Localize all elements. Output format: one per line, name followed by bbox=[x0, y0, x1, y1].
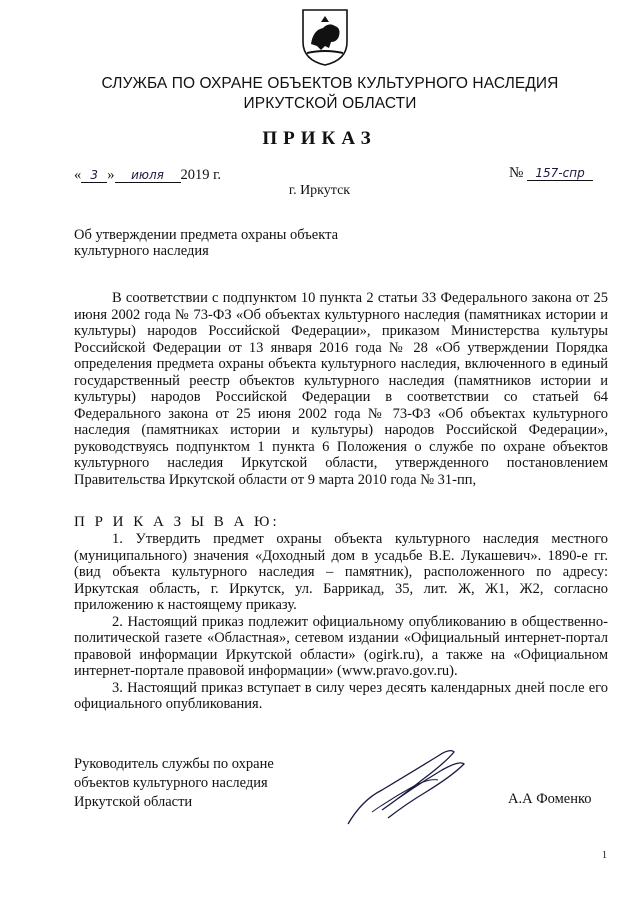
preamble-paragraph: В соответствии с подпунктом 10 пункта 2 статьи 33 Федерального закона от 25 июня 2002 года № 73-ФЗ «Об объектах культурного наследия (памятниках истории и культуры) народов Российской Федерации», приказом Министерства культуры Российской Федерации от 13 января 2016 года № 28 «Об утверждении Порядка определения предмета охраны объекта культурного наследия, включенного в единый государственный реестр объектов культурного наследия (памятников истории и культуры) народов Российской Федерации в соответствии со статьей 64 Федерального закона от 25 июня 2002 года № 73-ФЗ «Об объектах культурного наследия (памятниках истории и культуры) народов Российской Федерации», руководствуясь подпунктом 1 пункта 6 Положения о службе по охране объектов культурного наследия Иркутской области, утвержденного постановлением Правительства Иркутской области от 9 марта 2010 года № 31-пп, bbox=[74, 290, 608, 488]
coat-of-arms-emblem bbox=[301, 8, 349, 66]
order-keyword: П Р И К А З Ы В А Ю: bbox=[74, 514, 280, 530]
signatory-position bbox=[74, 755, 274, 812]
signatory-position-line: Иркутской области bbox=[74, 794, 193, 810]
order-date bbox=[74, 167, 221, 184]
order-item-1: 1. Утвердить предмет охраны объекта культурного наследия местного (муниципального) значения «Доходный дом в усадьбе В.Е. Лукашевич». 1890-е гг. (вид объекта культурного наследия – памятник), расположенного по адресу: Иркутская область, г. Иркутск, ул. Баррикад, 35, лит. Ж, Ж1, Ж2, согласно приложению к настоящему приказу. bbox=[74, 531, 608, 613]
page-number: 1 bbox=[602, 850, 607, 861]
order-items bbox=[74, 531, 608, 713]
order-item-3: 3. Настоящий приказ вступает в силу через десять календарных дней после его официального опубликования. bbox=[74, 679, 608, 712]
organization-title: СЛУЖБА ПО ОХРАНЕ ОБЪЕКТОВ КУЛЬТУРНОГО НАСЛЕДИЯ ИРКУТСКОЙ ОБЛАСТИ bbox=[101, 75, 559, 112]
date-day-handwritten: 3 bbox=[81, 168, 107, 183]
document-type-heading: ПРИКАЗ bbox=[262, 128, 377, 149]
date-close-quote: » bbox=[107, 167, 115, 183]
date-month-handwritten: июля bbox=[115, 168, 181, 183]
handwritten-signature bbox=[342, 740, 472, 830]
order-number bbox=[509, 165, 593, 182]
order-subject: Об утверждении предмета охраны объекта культурного наследия bbox=[74, 227, 339, 259]
city-line: г. Иркутск bbox=[288, 183, 351, 198]
number-value-handwritten: 157-спр bbox=[527, 166, 593, 181]
date-open-quote: « bbox=[74, 167, 82, 183]
number-prefix: № bbox=[509, 165, 524, 181]
signatory-position-line: Руководитель службы по охране bbox=[74, 756, 274, 772]
date-year: 2019 г. bbox=[180, 167, 222, 183]
signatory-position-line: объектов культурного наследия bbox=[74, 775, 268, 791]
signatory-name: А.А Фоменко bbox=[508, 791, 592, 807]
order-item-2: 2. Настоящий приказ подлежит официальному опубликованию в общественно-политической газете «Областная», сетевом издании «Официальный интернет-портал правовой информации Иркутской области» (ogirk.ru), а также на «Официальном интернет-портале правовой информации» (www.pravo.gov.ru). bbox=[74, 613, 608, 679]
